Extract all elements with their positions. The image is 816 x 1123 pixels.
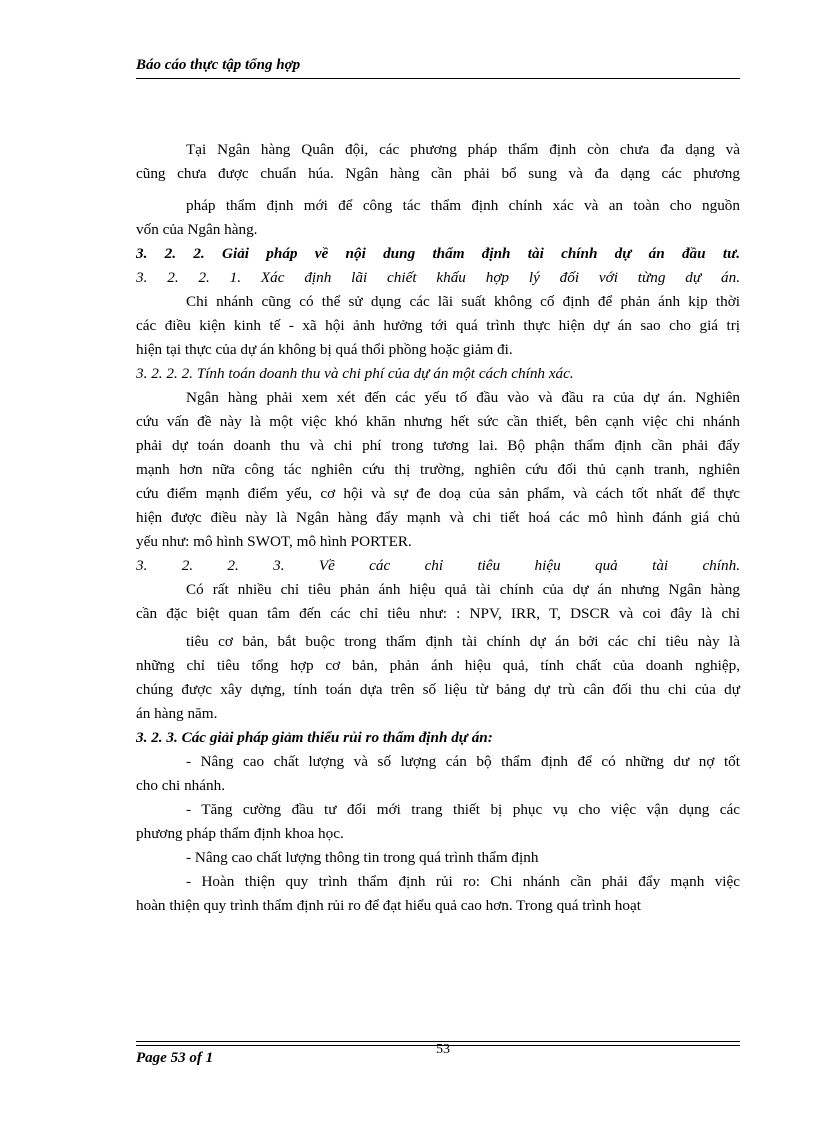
subsection-heading-3-2-2-3: 3. 2. 2. 3. Về các chỉ tiêu hiệu quả tài chính. — [136, 557, 740, 574]
text-line: Tại Ngân hàng Quân đội, các phương pháp thẩm định còn chưa đa dạng và — [186, 141, 740, 158]
section-heading-3-2-2: 3. 2. 2. Giải pháp về nội dung thẩm định tài chính dự án đầu tư. — [136, 245, 740, 262]
section-heading-3-2-3: 3. 2. 3. Các giải pháp giảm thiểu rủi ro thẩm định dự án: — [136, 729, 493, 746]
header-rule — [136, 78, 740, 79]
text-line: Có rất nhiều chỉ tiêu phản ánh hiệu quả tài chính của dự án nhưng Ngân hàng — [186, 581, 740, 598]
paragraph-staff-quality — [136, 750, 740, 798]
text-line: tiêu cơ bản, bắt buộc trong thẩm định tài chính dự án bởi các chỉ tiêu này là — [186, 633, 740, 650]
text-line: cứu điểm mạnh điểm yếu, cơ hội và sự đe doạ của sản phẩm, và cách tốt nhất để thực — [136, 485, 740, 502]
paragraph-equipment — [136, 798, 740, 846]
text-line: phương pháp thẩm định khoa học. — [136, 825, 344, 842]
text-line: Chi nhánh cũng có thể sử dụng các lãi suất không cố định để phản ánh kịp thời — [186, 293, 740, 310]
text-line: cũng chưa được chuẩn húa. Ngân hàng cần phải bổ sung và đa dạng các phương — [136, 165, 740, 182]
text-line: cần đặc biệt quan tâm đến các chỉ tiêu như: : NPV, IRR, T, DSCR và coi đây là chỉ — [136, 605, 740, 622]
page-body — [136, 138, 740, 918]
text-line: - Nâng cao chất lượng và số lượng cán bộ thẩm định để có những dư nợ tốt — [186, 753, 740, 770]
paragraph-financial-indicators — [136, 578, 740, 626]
text-line: - Tăng cường đầu tư đổi mới trang thiết bị phục vụ cho việc vận dụng các — [186, 801, 740, 818]
footer-page-label: Page 53 of 1 — [136, 1050, 214, 1066]
paragraph-revenue-cost — [136, 386, 740, 554]
text-line: hiện được điều này là Ngân hàng đẩy mạnh và chi tiết hoá các mô hình đánh giá chủ — [136, 509, 740, 526]
paragraph-intro-cont — [136, 194, 740, 242]
paragraph-discount-rate — [136, 290, 740, 362]
text-line: hoàn thiện quy trình thẩm định rủi ro để đạt hiểu quả cao hơn. Trong quá trình hoạt — [136, 897, 641, 914]
paragraph-information-quality — [136, 846, 740, 870]
paragraph-financial-indicators-cont — [136, 630, 740, 726]
subsection-heading-3-2-2-2: 3. 2. 2. 2. Tính toán doanh thu và chi phí của dự án một cách chính xác. — [136, 365, 574, 382]
page-number: 53 — [436, 1042, 450, 1057]
text-line: án hàng năm. — [136, 705, 218, 722]
text-line: vốn của Ngân hàng. — [136, 221, 258, 238]
paragraph-intro — [136, 138, 740, 186]
subsection-heading-3-2-2-1: 3. 2. 2. 1. Xác định lãi chiết khấu hợp lý đối với từng dự án. — [136, 269, 740, 286]
text-line: Ngân hàng phải xem xét đến các yếu tố đầu vào và đầu ra của dự án. Nghiên — [186, 389, 740, 406]
text-line: - Nâng cao chất lượng thông tin trong quá trình thẩm định — [186, 849, 539, 866]
text-line: chúng được xây dựng, tính toán dựa trên số liệu từ bảng dự trù cân đối thu chi của dự — [136, 681, 740, 698]
text-line: phải dự toán doanh thu và chi phí trong tương lai. Bộ phận thẩm định cần phải đẩy — [136, 437, 740, 454]
text-line: mạnh hơn nữa công tác nghiên cứu thị trường, nghiên cứu đối thủ cạnh tranh, nghiên — [136, 461, 740, 478]
text-line: cứu vấn đề này là một việc khó khăn nhưng hết sức cần thiết, bên cạnh việc chi nhánh — [136, 413, 740, 430]
text-line: cho chi nhánh. — [136, 777, 225, 794]
header-title: Báo cáo thực tập tổng hợp — [136, 57, 301, 73]
paragraph-risk-process — [136, 870, 740, 918]
text-line: những chỉ tiêu tổng hợp cơ bản, phản ánh hiệu quả, tính chất của doanh nghiệp, — [136, 657, 740, 674]
text-line: - Hoàn thiện quy trình thẩm định rủi ro: Chi nhánh cần phải đẩy mạnh việc — [186, 873, 740, 890]
text-line: pháp thẩm định mới để công tác thẩm định chính xác và an toàn cho nguồn — [186, 197, 740, 214]
text-line: hiện tại thực của dự án không bị quá thổi phồng hoặc giảm đi. — [136, 341, 513, 358]
text-line: các điều kiện kinh tế - xã hội ảnh hưởng tới quá trình thực hiện dự án sao cho giá trị — [136, 317, 740, 334]
text-line: yếu như: mô hình SWOT, mô hình PORTER. — [136, 533, 412, 550]
